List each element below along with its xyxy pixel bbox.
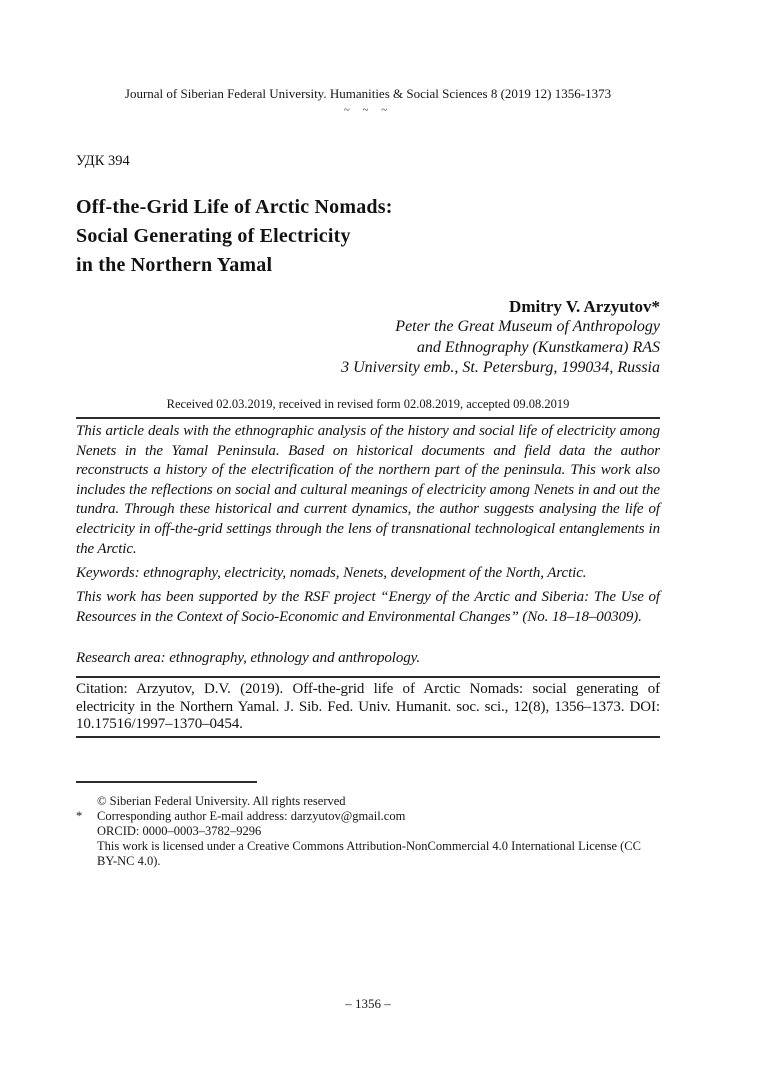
author-affiliation-line: Peter the Great Museum of Anthropology <box>395 318 660 335</box>
divider-rule <box>76 736 660 738</box>
page-number: – 1356 – <box>345 996 391 1011</box>
asterisk-marker: * <box>76 809 83 823</box>
article-title-line: Off-the-Grid Life of Arctic Nomads: <box>76 196 393 218</box>
journal-header: Journal of Siberian Federal University. Humanities & Social Sciences 8 (2019 12) 1356-1373 <box>124 86 612 101</box>
footnotes-block <box>76 781 660 869</box>
citation-block: Citation: Arzyutov, D.V. (2019). Off-the-grid life of Arctic Nomads: social generating of electricity in the Northern Yamal. J. Sib. Fed. Univ. Humanit. soc. sci., 12(8), 1356–1373. DOI: 10.17516/1997–1370–0454. <box>76 681 660 733</box>
funding-note: This work has been supported by the RSF project “Energy of the Arctic and Siberia: The Use of Resources in the Context of Socio-Economic and Environmental Changes” (No. 18–18–00309). <box>76 589 660 625</box>
copyright-line: © Siberian Federal University. All rights reserved <box>97 794 346 808</box>
author-name: Dmitry V. Arzyutov* <box>509 297 660 316</box>
udc-code: УДК 394 <box>76 153 130 169</box>
received-dates: Received 02.03.2019, received in revised form 02.08.2019, accepted 09.08.2019 <box>166 397 570 411</box>
header-ornament: ~ ~ ~ <box>343 104 393 116</box>
article-title <box>76 193 660 280</box>
research-area-line: Research area: ethnography, ethnology and anthropology. <box>76 650 421 666</box>
author-affiliation-line: 3 University emb., St. Petersburg, 199034, Russia <box>341 359 660 376</box>
divider-rule <box>76 417 660 419</box>
license-line: This work is licensed under a Creative Commons Attribution-NonCommercial 4.0 International License (CC BY-NC 4.0). <box>97 839 641 868</box>
footnote-rule <box>76 781 257 783</box>
orcid-line: ORCID: 0000–0003–3782–9296 <box>97 824 262 838</box>
author-block <box>76 296 660 379</box>
corresponding-author-line <box>76 809 660 824</box>
abstract-text: This article deals with the ethnographic analysis of the history and social life of electricity among Nenets in the Yamal Peninsula. Based on historical documents and field data the author reconstructs a history of the electrification of the northern part of the peninsula. This work also includes the reflections on social and cultural meanings of electricity among Nenets in and out the tundra. Through these historical and current dynamics, the author suggests analysing the life of electricity in off-the-grid settings through the lens of transnational technological entanglements in the Arctic. <box>76 423 660 557</box>
corresponding-author-text: Corresponding author E-mail address: darzyutov@gmail.com <box>97 809 406 823</box>
article-title-line: Social Generating of Electricity <box>76 225 351 247</box>
author-affiliation-line: and Ethnography (Kunstkamera) RAS <box>416 338 660 356</box>
divider-rule <box>76 676 660 678</box>
article-title-line: in the Northern Yamal <box>76 254 273 276</box>
keywords-line: Keywords: ethnography, electricity, nomads, Nenets, development of the North, Arctic. <box>76 565 587 581</box>
